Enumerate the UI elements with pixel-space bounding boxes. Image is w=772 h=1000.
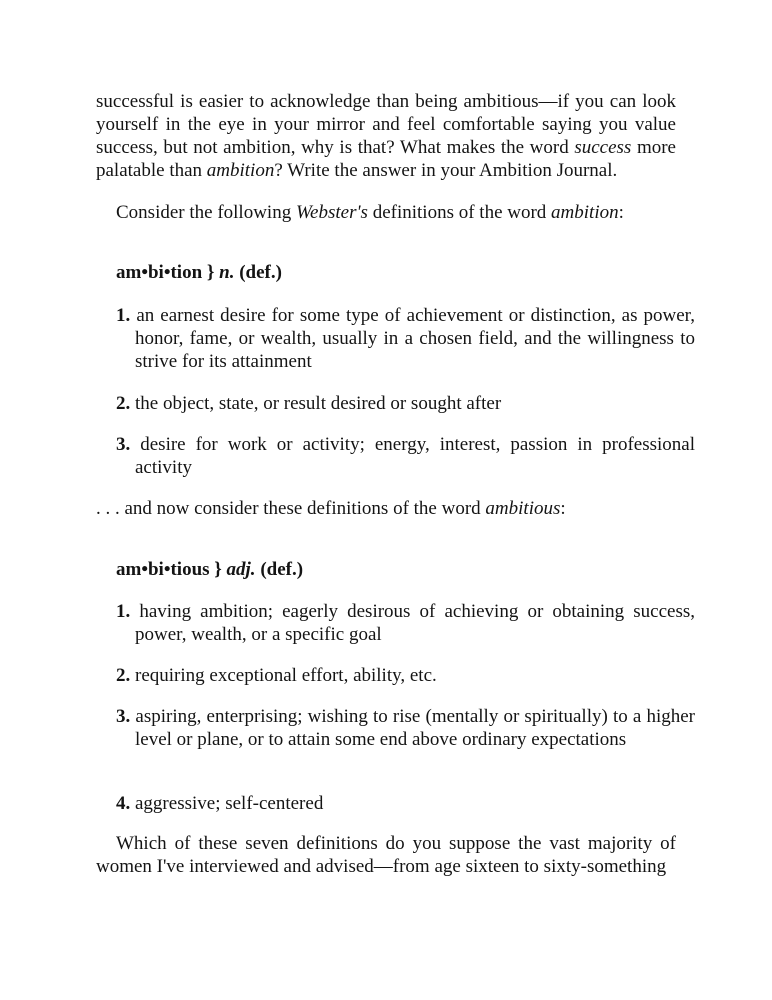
definition-text: having ambition; eagerly desirous of achieving or obtaining success, power, wealth, or a specific goal — [130, 601, 695, 645]
definition-number: 1. — [116, 305, 131, 326]
definition-number: 2. — [116, 665, 131, 686]
ambitious-def-tag: (def.) — [255, 559, 304, 580]
definition-text: the object, state, or result desired or sought after — [130, 393, 502, 414]
consider2-text-2: : — [560, 498, 566, 519]
definition-text: an earnest desire for some type of achievement or distinction, as power, honor, fame, or wealth, usually in a chosen field, and the willingness to strive for its attainment — [130, 305, 695, 372]
ambition-definition-3 — [116, 433, 695, 479]
consider1-italic-ambition: ambition — [551, 202, 619, 223]
definition-text: desire for work or activity; energy, interest, passion in professional activity — [130, 434, 695, 478]
ambitious-word: am•bi•tious } — [116, 559, 227, 580]
ambitious-definition-2 — [116, 664, 695, 687]
ambition-word: am•bi•tion } — [116, 262, 220, 283]
intro-paragraph — [96, 90, 676, 182]
ambitious-headword — [116, 558, 303, 581]
intro-text-3: ? Write the answer in your Ambition Journal. — [274, 160, 618, 181]
definition-text: aggressive; self-centered — [130, 793, 324, 814]
intro-italic-ambition: ambition — [206, 160, 275, 181]
definition-number: 4. — [116, 793, 131, 814]
definition-number: 2. — [116, 393, 131, 414]
definition-number: 3. — [116, 434, 131, 455]
definition-number: 3. — [116, 706, 131, 727]
definition-number: 1. — [116, 601, 131, 622]
ambitious-definition-3 — [116, 705, 695, 751]
intro-italic-success: success — [574, 137, 632, 158]
consider-ambition-paragraph — [96, 201, 676, 224]
ambition-headword — [116, 261, 282, 284]
ambitious-part-of-speech: adj. — [226, 559, 256, 580]
consider1-text-1: Consider the following — [116, 202, 296, 223]
ambition-part-of-speech: n. — [219, 262, 235, 283]
consider1-text-2: definitions of the word — [367, 202, 552, 223]
consider1-italic-websters: Webster's — [295, 202, 368, 223]
definition-text: aspiring, enterprising; wishing to rise (mentally or spiritually) to a higher level or plane, or to attain some end above ordinary expectations — [130, 706, 695, 750]
intro-text-2: more palatable than — [96, 137, 676, 181]
closing-text: Which of these seven definitions do you suppose the vast majority of women I've interviewed and advised—from age sixteen to sixty-something — [96, 833, 676, 877]
consider1-text-3: : — [618, 202, 624, 223]
ambitious-definition-4 — [116, 792, 695, 815]
closing-paragraph — [96, 832, 676, 878]
ambition-definition-1 — [116, 304, 695, 373]
intro-text-1: successful is easier to acknowledge than being ambitious—if you can look yourself in the eye in your mirror and feel comfortable saying you value success, but not ambition, why is that? What makes the word — [96, 91, 676, 158]
definition-text: requiring exceptional effort, ability, etc. — [130, 665, 437, 686]
ambition-definition-2 — [116, 392, 695, 415]
ambitious-definition-1 — [116, 600, 695, 646]
ambition-def-tag: (def.) — [234, 262, 282, 283]
consider-ambitious-paragraph — [96, 497, 676, 520]
consider2-italic-ambitious: ambitious — [485, 498, 561, 519]
consider2-text-1: . . . and now consider these definitions of the word — [96, 498, 486, 519]
